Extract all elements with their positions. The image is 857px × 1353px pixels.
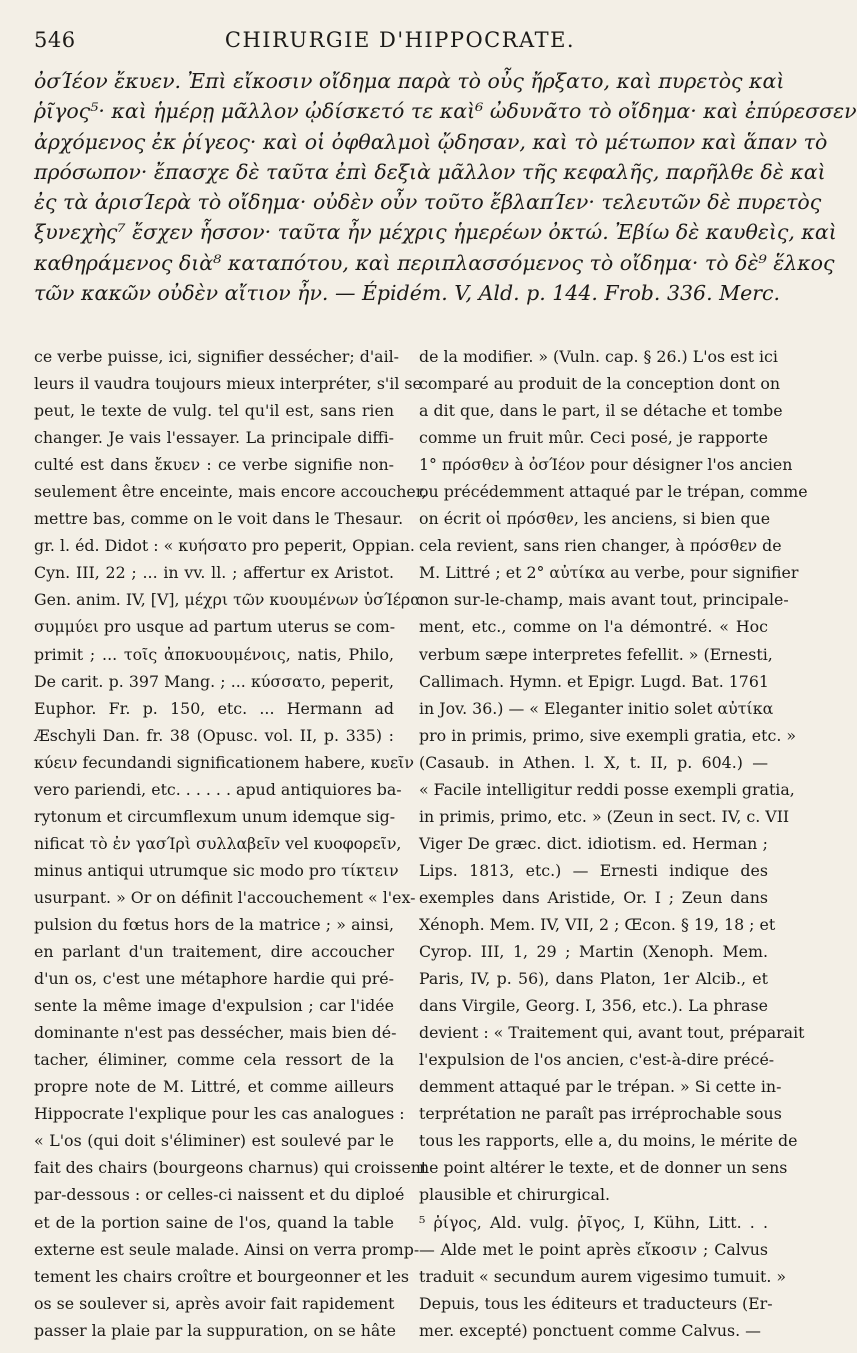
text-line: et de la portion saine de l'os, quand la table: [34, 1212, 394, 1232]
text-line: M. Littré ; et 2° αὐτίκα au verbe, pour signifier: [419, 563, 799, 583]
text-line: demment attaqué par le trépan. » Si cette in-: [419, 1077, 782, 1097]
text-line: tous les rapports, elle a, du moins, le mérite de: [419, 1131, 798, 1151]
text-line: rytonum et circumflexum unum idemque sig-: [34, 806, 396, 826]
text-line: externe est seule malade. Ainsi on verra promp-: [34, 1239, 420, 1259]
text-line: on écrit οἱ πρόσθεν, les anciens, si bien que: [419, 509, 771, 529]
text-line: pro in primis, primo, sive exempli gratia, etc. »: [419, 725, 797, 745]
text-line: comparé au produit de la conception dont on: [419, 374, 781, 394]
text-line: fait des chairs (bourgeons charnus) qui croissent: [34, 1158, 428, 1178]
greek-text-line: πρόσωπον· ἔπασχε δὲ ταῦτα ἐπὶ δεξιὰ μᾶλλον τῆς κεφαλῆς, παρῆλθε δὲ καὶ: [34, 159, 826, 184]
page-number: 546: [34, 28, 76, 52]
text-line: d'un os, c'est une métaphore hardie qui pré-: [34, 969, 394, 989]
text-line: Hippocrate l'explique pour les cas analogues :: [34, 1104, 405, 1124]
page-header: [34, 28, 766, 64]
text-line: exemples dans Aristide, Or. I ; Zeun dans: [419, 887, 768, 907]
text-line: Æschyli Dan. fr. 38 (Opusc. vol. II, p. 335) :: [34, 725, 394, 745]
text-line: plausible et chirurgical.: [419, 1185, 611, 1205]
text-line: Euphor. Fr. p. 150, etc. ... Hermann ad: [34, 698, 394, 718]
greek-text-line: ῥῖγος⁵· καὶ ἡμέρῃ μᾶλλον ᾠδίσκετό τε καὶ⁶ ὠδυνᾶτο τὸ οἴδημα· καὶ ἐπύρεσσεν: [34, 99, 857, 124]
text-line: Xénoph. Mem. IV, VII, 2 ; Œcon. § 19, 18 ; et: [419, 914, 776, 934]
text-line: ou précédemment attaqué par le trépan, comme: [419, 482, 808, 502]
text-line: dominante n'est pas dessécher, mais bien dé-: [34, 1023, 397, 1043]
text-line: vero pariendi, etc. . . . . . apud antiquiores ba-: [34, 779, 402, 799]
text-line: tacher, éliminer, comme cela ressort de la: [34, 1050, 394, 1070]
left-commentary-column: [34, 343, 428, 1344]
text-line: Cyrop. III, 1, 29 ; Martin (Xenoph. Mem.: [419, 942, 768, 962]
text-line: primit ; ... τοῖς ἀποκυουμένοις, natis, Philo,: [34, 644, 394, 664]
text-line: gr. l. éd. Didot : « κυήσατο pro peperit, Oppian.: [34, 536, 415, 556]
text-line: minus antiqui utrumque sic modo pro τίκτειν: [34, 860, 399, 880]
text-line: Gen. anim. IV, [V], μέχρι τῶν κυουμένων ὑσΊέρα: [34, 590, 421, 610]
right-commentary-column: [419, 343, 808, 1344]
text-line: Viger De græc. dict. idiotism. ed. Herman ;: [419, 833, 768, 853]
text-line: (Casaub. in Athen. l. X, t. II, p. 604.) —: [419, 752, 768, 772]
text-line: seulement être enceinte, mais encore accoucher,: [34, 482, 427, 502]
text-line: ce verbe puisse, ici, signifier dessécher; d'ail-: [34, 347, 400, 366]
text-line: changer. Je vais l'essayer. La principale diffi-: [34, 428, 394, 448]
text-line: κύειν fecundandi significationem habere, κυεῖν: [34, 752, 414, 772]
text-line: usurpant. » Or on définit l'accouchement « l'ex-: [34, 887, 416, 907]
text-line: par-dessous : or celles-ci naissent et du diploé: [34, 1185, 405, 1205]
greek-text-line: ξυνεχὴς⁷ ἔσχεν ἧσσον· ταῦτα ἦν μέχρις ἡμερέων ὀκτώ. Ἐβίω δὲ καυθεὶς, καὶ: [34, 220, 837, 245]
text-line: sente la même image d'expulsion ; car l'idée: [34, 996, 394, 1016]
greek-text-line: ἐς τὰ ἀρισΊερὰ τὸ οἴδημα· οὐδὲν οὖν τοῦτο ἔβλαπΊεν· τελευτῶν δὲ πυρετὸς: [34, 190, 822, 215]
text-line: de la modifier. » (Vuln. cap. § 26.) L'os est ici: [419, 347, 778, 366]
text-line: passer la plaie par la suppuration, on se hâte: [34, 1320, 397, 1340]
text-line: cela revient, sans rien changer, à πρόσθεν de: [419, 536, 782, 556]
text-line: traduit « secundum aurem vigesimo tumuit. »: [419, 1266, 787, 1286]
text-line: De carit. p. 397 Mang. ; ... κύσσατο, peperit,: [34, 671, 394, 691]
greek-text-line: καθηράμενος διὰ⁸ καταπότου, καὶ περιπλασσόμενος τὸ οἴδημα· τὸ δὲ⁹ ἕλκος: [34, 250, 835, 275]
text-line: leurs il vaudra toujours mieux interpréter, s'il se: [34, 374, 422, 394]
text-line: peut, le texte de vulg. tel qu'il est, sans rien: [34, 401, 394, 421]
greek-text-line: ἀρχόμενος ἐκ ῥίγεος· καὶ οἱ ὀφθαλμοὶ ᾤδησαν, καὶ τὸ μέτωπον καὶ ἅπαν τὸ: [34, 129, 828, 154]
text-line: Paris, IV, p. 56), dans Platon, 1er Alcib., et: [419, 969, 768, 989]
text-line: Lips. 1813, etc.) — Ernesti indique des: [419, 860, 768, 880]
text-line: nificat τὸ ἐν γασΊρὶ συλλαβεῖν vel κυοφορεῖν,: [34, 833, 402, 853]
greek-text-block: [34, 66, 857, 308]
text-line: ment, etc., comme on l'a démontré. « Hoc: [419, 617, 768, 637]
text-line: συμμύει pro usque ad partum uterus se com-: [34, 617, 396, 637]
text-line: a dit que, dans le part, il se détache et tombe: [419, 401, 783, 421]
text-line: verbum sæpe interpretes fefellit. » (Ernesti,: [419, 644, 773, 664]
text-line: terprétation ne paraît pas irréprochable sous: [419, 1104, 782, 1124]
text-line: Depuis, tous les éditeurs et traducteurs (Er-: [419, 1293, 773, 1313]
text-line: ⁵ ῥίγος, Ald. vulg. ῥῖγος, I, Kühn, Litt. . .: [419, 1212, 768, 1232]
text-line: comme un fruit mûr. Ceci posé, je rapporte: [419, 428, 768, 448]
text-line: propre note de M. Littré, et comme ailleurs: [34, 1077, 394, 1097]
greek-text-line: τῶν κακῶν οὐδὲν αἴτιον ἦν. — Épidém. V, Ald. p. 144. Frob. 336. Merc.: [34, 281, 781, 306]
greek-text-line: ὀσΊέον ἔκυεν. Ἐπὶ εἴκοσιν οἴδημα παρὰ τὸ οὖς ἤρξατο, καὶ πυρετὸς καὶ: [34, 69, 785, 93]
text-line: en parlant d'un traitement, dire accoucher: [34, 942, 394, 962]
text-line: « L'os (qui doit s'éliminer) est soulevé par le: [34, 1131, 394, 1151]
text-line: l'expulsion de l'os ancien, c'est-à-dire précé-: [419, 1050, 775, 1070]
text-line: « Facile intelligitur reddi posse exempli gratia,: [419, 779, 795, 799]
text-line: pulsion du fœtus hors de la matrice ; » ainsi,: [34, 914, 394, 934]
text-line: tement les chairs croître et bourgeonner et les: [34, 1266, 410, 1286]
text-line: devient : « Traitement qui, avant tout, préparait: [419, 1023, 805, 1043]
text-line: os se soulever si, après avoir fait rapidement: [34, 1293, 395, 1313]
text-line: mettre bas, comme on le voit dans le Thesaur.: [34, 509, 404, 529]
text-line: Callimach. Hymn. et Epigr. Lugd. Bat. 1761: [419, 671, 769, 691]
running-head: CHIRURGIE D'HIPPOCRATE.: [224, 28, 576, 52]
text-line: dans Virgile, Georg. I, 356, etc.). La phrase: [419, 996, 768, 1016]
text-line: in primis, primo, etc. » (Zeun in sect. IV, c. VII: [419, 806, 790, 826]
text-line: ne point altérer le texte, et de donner un sens: [419, 1158, 788, 1178]
text-line: — Alde met le point après εἴκοσιν ; Calvus: [419, 1239, 768, 1259]
text-line: in Jov. 36.) — « Eleganter initio solet αὐτίκα: [419, 698, 774, 718]
text-line: non sur-le-champ, mais avant tout, principale-: [419, 590, 789, 610]
text-line: mer. excepté) ponctuent comme Calvus. —: [419, 1320, 761, 1340]
text-line: culté est dans ἔκυεν : ce verbe signifie non-: [34, 455, 394, 475]
text-line: Cyn. III, 22 ; ... in vv. ll. ; affertur ex Aristot.: [34, 563, 394, 583]
text-line: 1° πρόσθεν à ὀσΊέον pour désigner l'os ancien: [419, 455, 793, 475]
